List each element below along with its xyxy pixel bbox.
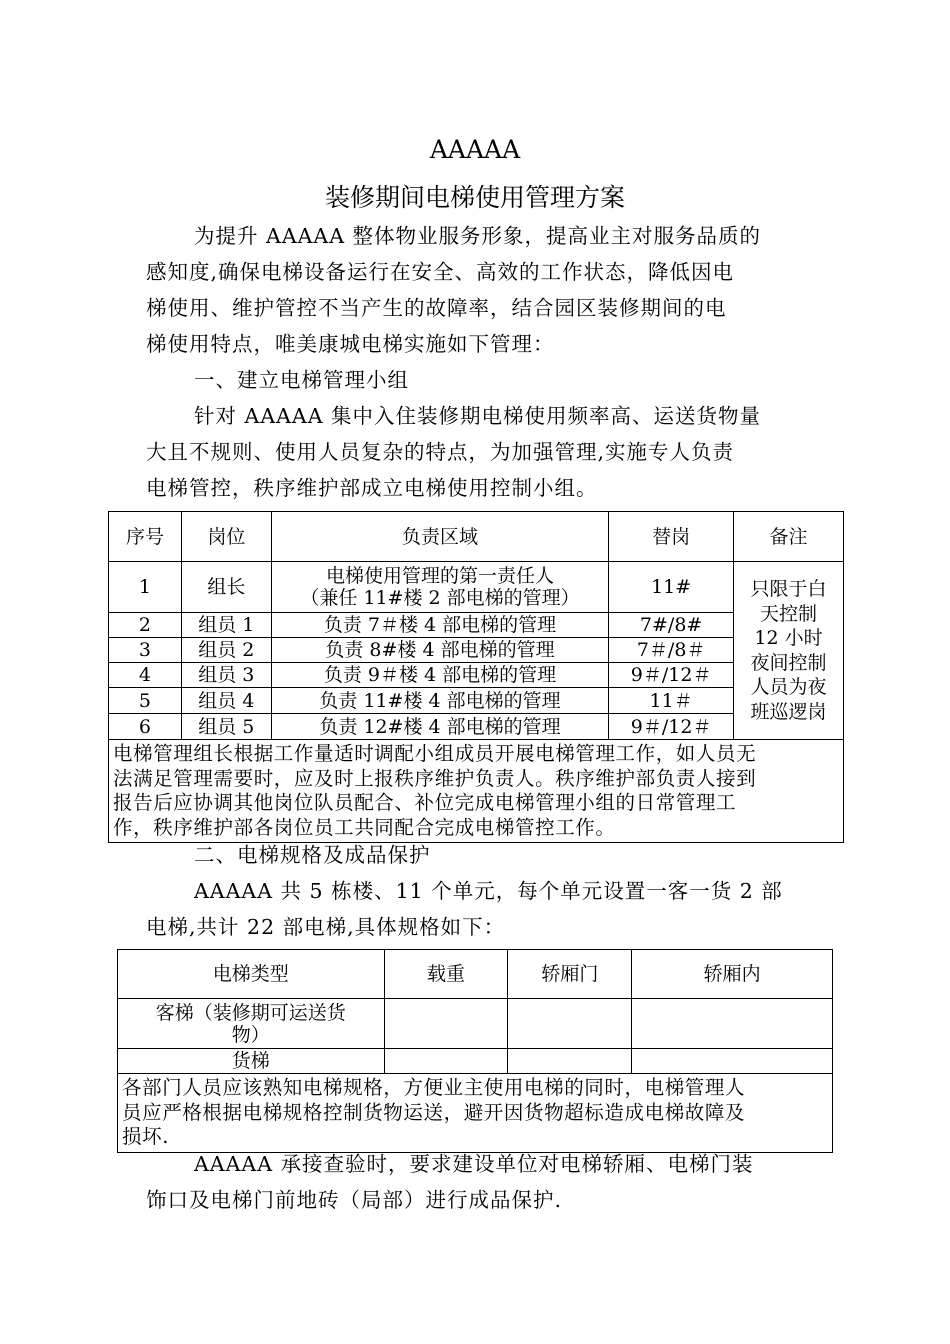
note-line: 作，秩序维护部各岗位员工共同配合完成电梯管控工作。: [113, 815, 616, 839]
row-number: 6: [109, 714, 182, 740]
header-cell: 替岗: [609, 512, 734, 562]
car-door-cell: [508, 1049, 632, 1074]
remark-line: 12 小时: [754, 627, 823, 649]
row-post: 组员 4: [181, 688, 271, 714]
note-line: 法满足管理需要时，应及时上报秩序维护负责人。秩序维护部负责人接到: [113, 766, 757, 790]
car-interior-cell: [632, 999, 833, 1049]
remark-line: 只限于白: [750, 578, 827, 600]
row-substitute: 9＃/12＃: [609, 663, 734, 688]
row-post: 组长: [181, 562, 271, 613]
intro-line: 梯使用、维护管控不当产生的故障率，结合园区装修期间的电: [146, 296, 727, 320]
header-cell: 电梯类型: [118, 950, 385, 999]
row-area: 负责 7＃楼 4 部电梯的管理: [271, 613, 608, 638]
elevator-type-cell: 货梯: [118, 1049, 385, 1074]
row-substitute: 11＃: [609, 688, 734, 714]
header-cell: 轿厢门: [508, 950, 632, 999]
row-post: 组员 1: [181, 613, 271, 638]
table-row: [109, 562, 844, 613]
row-area-line: 电梯使用管理的第一责任人: [325, 565, 554, 587]
row-substitute: 11#: [609, 562, 734, 613]
remark-line: 天控制: [760, 602, 818, 625]
closing-line: AAAAA 承接查验时，要求建设单位对电梯轿厢、电梯门装: [194, 1152, 754, 1176]
table-row: [109, 663, 844, 688]
row-post: 组员 2: [181, 638, 271, 663]
header-cell: 负责区域: [271, 512, 608, 562]
row-number: 4: [109, 663, 182, 688]
note-line: 员应严格根据电梯规格控制货物运送，避开因货物超标造成电梯故障及: [122, 1100, 746, 1124]
row-number: 1: [109, 562, 182, 613]
section1-line: 针对 AAAAA 集中入住装修期电梯使用频率高、运送货物量: [194, 404, 762, 428]
document-title: AAAAA: [429, 135, 521, 164]
row-area-line: （兼任 11#楼 2 部电梯的管理）: [300, 587, 580, 609]
car-door-cell: [508, 999, 632, 1049]
team-table-note-row: [109, 740, 844, 843]
note-line: 报告后应协调其他岗位队员配合、补位完成电梯管理小组的日常管理工: [113, 791, 737, 814]
header-cell: 载重: [384, 950, 508, 999]
row-area: 负责 8#楼 4 部电梯的管理: [271, 638, 608, 663]
remark-cell: [734, 562, 844, 740]
team-table-note: [109, 740, 844, 843]
load-cell: [384, 1049, 508, 1074]
spec-table-note: [118, 1074, 833, 1153]
row-area: [271, 562, 608, 613]
remark-line: 人员为夜: [750, 676, 827, 698]
remark-line: 班巡逻岗: [750, 700, 827, 723]
row-area: 负责 9＃楼 4 部电梯的管理: [271, 663, 608, 688]
table-row: [109, 613, 844, 638]
document-subtitle: 装修期间电梯使用管理方案: [324, 183, 625, 212]
row-area: 负责 12#楼 4 部电梯的管理: [271, 714, 608, 740]
intro-line: 感知度,确保电梯设备运行在安全、高效的工作状态，降低因电: [146, 260, 735, 284]
row-post: 组员 3: [181, 663, 271, 688]
table-row: [109, 638, 844, 663]
intro-line: 为提升 AAAAA 整体物业服务形象，提高业主对服务品质的: [194, 224, 762, 248]
spec-table-header-row: [118, 950, 833, 999]
closing-line: 饰口及电梯门前地砖（局部）进行成品保护.: [146, 1188, 563, 1212]
header-cell: 岗位: [181, 512, 271, 562]
elevator-type-line: 客梯（装修期可运送货: [155, 1001, 346, 1024]
note-line: 电梯管理组长根据工作量适时调配小组成员开展电梯管理工作，如人员无: [113, 742, 757, 765]
intro-line: 梯使用特点，唯美康城电梯实施如下管理：: [146, 332, 555, 356]
section1-heading: 一、建立电梯管理小组: [194, 368, 409, 392]
row-number: 3: [109, 638, 182, 663]
row-post: 组员 5: [181, 714, 271, 740]
table-row: [109, 714, 844, 740]
section1-line: 电梯管控，秩序维护部成立电梯使用控制小组。: [146, 476, 598, 500]
spec-table: [117, 949, 833, 1153]
table-row: [109, 688, 844, 714]
header-cell: 备注: [734, 512, 844, 562]
row-substitute: 7＃/8＃: [609, 638, 734, 663]
elevator-type-cell: [118, 999, 385, 1049]
header-cell: 轿厢内: [632, 950, 833, 999]
row-number: 5: [109, 688, 182, 714]
row-substitute: 7#/8#: [609, 613, 734, 638]
spec-table-note-row: [118, 1074, 833, 1153]
car-interior-cell: [632, 1049, 833, 1074]
section1-line: 大且不规则、使用人员复杂的特点，为加强管理,实施专人负责: [146, 440, 735, 464]
section2-line: 电梯,共计 22 部电梯,具体规格如下：: [146, 915, 506, 939]
row-area: 负责 11#楼 4 部电梯的管理: [271, 688, 608, 714]
elevator-type-line: 物）: [231, 1023, 270, 1046]
row-number: 2: [109, 613, 182, 638]
team-table: [108, 511, 844, 843]
section2-line: AAAAA 共 5 栋楼、11 个单元，每个单元设置一客一货 2 部: [194, 879, 783, 903]
remark-line: 夜间控制: [750, 651, 827, 674]
table-row: [118, 1049, 833, 1074]
section2-heading: 二、电梯规格及成品保护: [194, 843, 431, 867]
table-row: [118, 999, 833, 1049]
header-cell: 序号: [109, 512, 182, 562]
row-substitute: 9＃/12＃: [609, 714, 734, 740]
load-cell: [384, 999, 508, 1049]
team-table-header-row: [109, 512, 844, 562]
note-line: 各部门人员应该熟知电梯规格，方便业主使用电梯的同时，电梯管理人: [122, 1076, 746, 1099]
note-line: 损坏.: [122, 1125, 169, 1148]
